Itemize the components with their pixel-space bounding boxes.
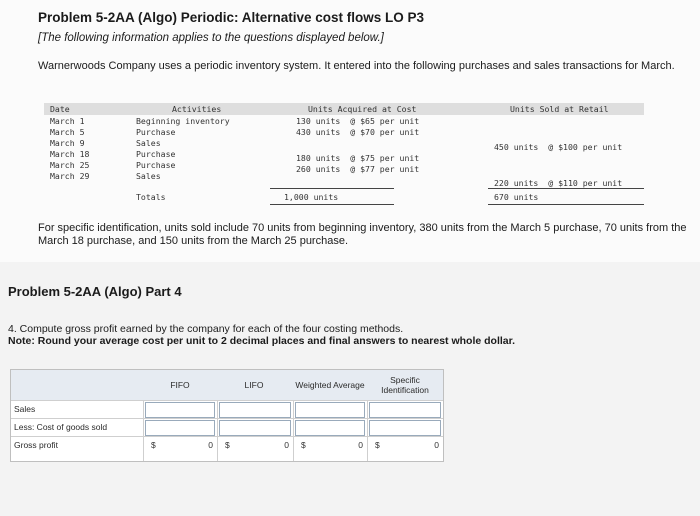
gross-profit-fifo-value: 0 <box>208 440 213 450</box>
row-label-gross-profit: Gross profit <box>14 440 58 450</box>
table-divider <box>143 400 144 461</box>
row-acquired: 430 units @ $70 per unit <box>296 127 420 137</box>
gross-profit-weighted-average-value: 0 <box>358 440 363 450</box>
table-divider <box>217 400 218 461</box>
part-title: Problem 5-2AA (Algo) Part 4 <box>8 284 182 299</box>
row-activity: Beginning inventory <box>136 116 230 126</box>
row-label-sales: Sales <box>14 404 36 414</box>
row-acquired: 260 units @ $77 per unit <box>296 164 420 174</box>
problem-title: Problem 5-2AA (Algo) Periodic: Alternative cost flows LO P3 <box>38 10 425 25</box>
col-specific-identification: Specific Identification <box>381 375 429 395</box>
row-date: March 5 <box>50 127 85 137</box>
totals-acquired: 1,000 units <box>284 192 339 202</box>
row-sold: 220 units @ $110 per unit <box>494 178 623 188</box>
cogs-lifo-input[interactable] <box>219 420 291 436</box>
row-date: March 1 <box>50 116 85 126</box>
table-divider <box>11 400 443 401</box>
sales-lifo-input[interactable] <box>219 402 291 418</box>
instruction-text: 4. Compute gross profit earned by the company for each of the four costing methods. <box>8 323 404 335</box>
row-activity: Purchase <box>136 149 176 159</box>
header-activities: Activities <box>172 104 222 114</box>
sales-fifo-input[interactable] <box>145 402 215 418</box>
gross-profit-specific-id-value: 0 <box>434 440 439 450</box>
row-acquired: 180 units @ $75 per unit <box>296 153 420 163</box>
table-divider <box>293 400 294 461</box>
problem-subtitle: [The following information applies to the questions displayed below.] <box>38 32 384 44</box>
totals-label: Totals <box>136 192 166 202</box>
table-divider <box>11 418 443 419</box>
acquired-total-rule <box>270 188 394 189</box>
cogs-weighted-average-input[interactable] <box>295 420 365 436</box>
row-label-cogs: Less: Cost of goods sold <box>14 422 108 432</box>
row-date: March 18 <box>50 149 90 159</box>
sold-total-rule <box>488 188 644 189</box>
sales-specific-id-input[interactable] <box>369 402 441 418</box>
table-divider <box>367 400 368 461</box>
row-acquired: 130 units @ $65 per unit <box>296 116 420 126</box>
gross-profit-specific-id-currency: $ <box>375 440 380 450</box>
header-units-acquired: Units Acquired at Cost <box>308 104 417 114</box>
row-activity: Sales <box>136 138 161 148</box>
problem-intro: Warnerwoods Company uses a periodic inventory system. It entered into the following purchases and sales transactions for March. <box>38 60 675 72</box>
specific-identification-note: For specific identification, units sold include 70 units from beginning inventory, 380 units from the March 5 purchase, 70 units from the March 18 purchase, and 150 units from the March 25 purchase. <box>38 222 687 247</box>
col-fifo: FIFO <box>170 380 190 390</box>
sales-weighted-average-input[interactable] <box>295 402 365 418</box>
header-units-sold: Units Sold at Retail <box>510 104 609 114</box>
row-date: March 25 <box>50 160 90 170</box>
gross-profit-lifo-value: 0 <box>284 440 289 450</box>
part-instructions <box>8 323 515 347</box>
inventory-transactions-table <box>44 103 644 205</box>
cogs-fifo-input[interactable] <box>145 420 215 436</box>
totals-sold: 670 units <box>494 192 539 202</box>
sold-double-rule <box>488 204 644 205</box>
row-date: March 9 <box>50 138 85 148</box>
row-activity: Purchase <box>136 127 176 137</box>
cogs-specific-id-input[interactable] <box>369 420 441 436</box>
row-sold: 450 units @ $100 per unit <box>494 142 623 152</box>
col-weighted-average: Weighted Average <box>295 380 365 390</box>
gross-profit-weighted-average-currency: $ <box>301 440 306 450</box>
col-lifo: LIFO <box>244 380 264 390</box>
gross-profit-table <box>10 369 444 462</box>
row-date: March 29 <box>50 171 90 181</box>
acquired-double-rule <box>270 204 394 205</box>
rounding-note: Note: Round your average cost per unit to 2 decimal places and final answers to nearest whole dollar. <box>8 335 516 347</box>
table-divider <box>11 436 443 437</box>
header-date: Date <box>50 104 70 114</box>
row-activity: Sales <box>136 171 161 181</box>
gross-profit-lifo-currency: $ <box>225 440 230 450</box>
gross-profit-fifo-currency: $ <box>151 440 156 450</box>
row-activity: Purchase <box>136 160 176 170</box>
